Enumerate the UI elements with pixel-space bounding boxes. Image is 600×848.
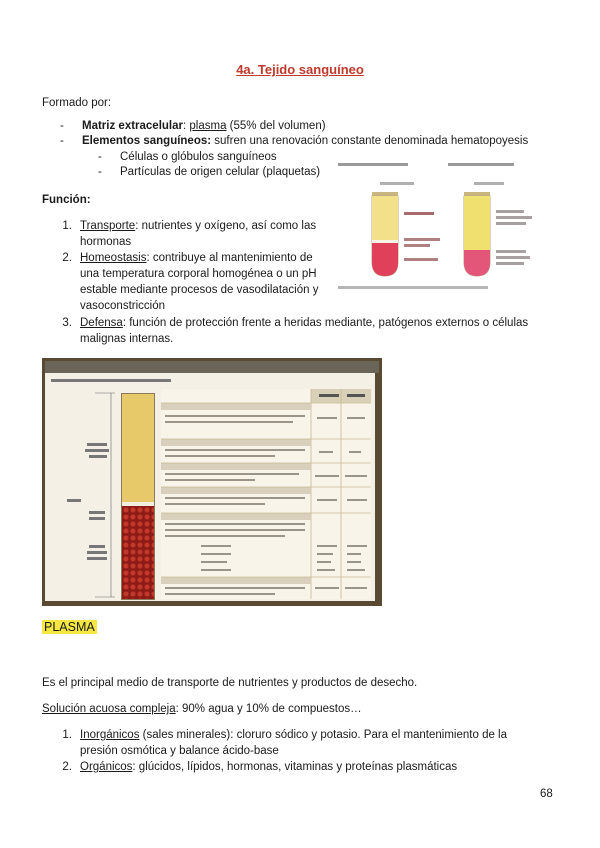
plasma-item-1-cont: presión osmótica y balance ácido-base	[80, 745, 279, 757]
composition-sub-2: - Partículas de origen celular (plaquetas)	[98, 166, 321, 178]
blood-tubes-illustration	[336, 160, 564, 296]
matrix-label: Matriz extracelular	[82, 120, 183, 132]
function-item-1-cont: hormonas	[80, 236, 132, 248]
hemogram-blood-column	[121, 393, 155, 600]
plasma-description: Es el principal medio de transporte de nutrientes y productos de desecho.	[42, 677, 418, 689]
plasma-item-2: 2. Orgánicos: glúcidos, lípidos, hormonas, vitaminas y proteínas plasmáticas	[62, 761, 458, 773]
hemogram-table	[161, 389, 371, 599]
intro-text: Formado por:	[42, 97, 112, 109]
page-title: 4a. Tejido sanguíneo	[236, 62, 364, 77]
function-item-2-l4: vasoconstricción	[80, 300, 166, 312]
plasma-item-1: 1. Inorgánicos (sales minerales): cloruro sódico y potasio. Para el mantenimiento de la	[62, 729, 508, 741]
function-heading: Función:	[42, 194, 91, 206]
hemogram-header-bar	[45, 361, 379, 373]
composition-sub-1: - Células o glóbulos sanguíneos	[98, 151, 277, 163]
composition-item-1: - Matriz extracelular: plasma (55% del volumen)	[60, 120, 326, 132]
function-item-2-l3: estable mediante procesos de vasodilatación y	[80, 284, 319, 296]
blood-tubes-figure	[336, 160, 564, 296]
function-item-1: 1. Transporte: nutrientes y oxígeno, así como las	[62, 220, 317, 232]
hemogram-image	[42, 358, 382, 606]
plasma-link: plasma	[189, 120, 227, 132]
function-item-3-cont: malignas internas.	[80, 333, 174, 345]
plasma-heading: PLASMA	[44, 620, 95, 634]
elements-label: Elementos sanguíneos:	[82, 135, 212, 147]
composition-item-2: - Elementos sanguíneos: sufren una renovación constante denominada hematopoyesis	[60, 135, 529, 147]
function-item-3: 3. Defensa: función de protección frente a heridas mediante, patógenos externos o células	[62, 317, 529, 329]
function-item-2-l2: una temperatura corporal homogénea o un pH	[80, 268, 317, 280]
hemogram-table-graphic	[161, 389, 371, 599]
hemogram-side-labels	[45, 381, 125, 611]
solution-term: Solución acuosa compleja	[42, 703, 176, 715]
plasma-solution: Solución acuosa compleja: 90% agua y 10% de compuestos…	[42, 703, 362, 715]
page-number: 68	[540, 788, 553, 800]
function-item-2: 2. Homeostasis: contribuye al mantenimiento de	[62, 252, 313, 264]
